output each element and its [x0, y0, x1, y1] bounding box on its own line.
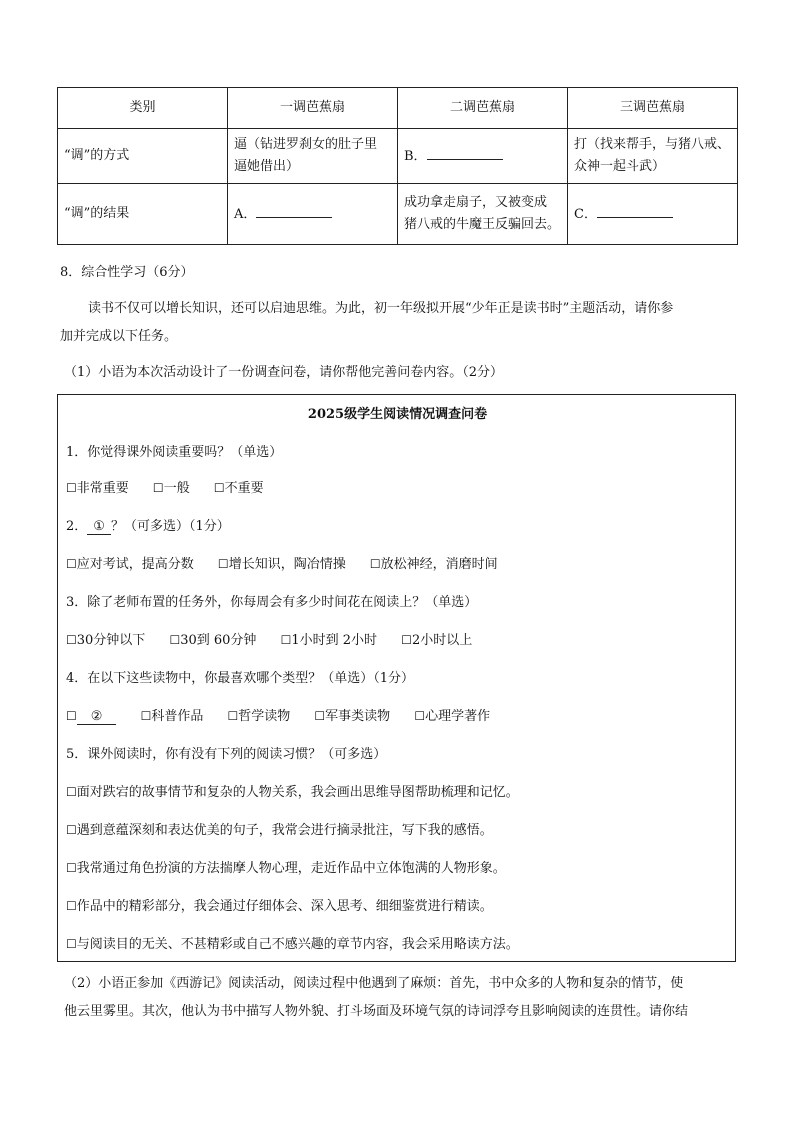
question-4-options	[66, 705, 510, 725]
option-item[interactable]: ☐30到 60分钟	[169, 633, 257, 648]
cell-text-line: 猪八戒的牛魔王反骗回去。	[404, 217, 561, 232]
checkbox-icon[interactable]: ☐	[217, 557, 229, 571]
table-row	[58, 184, 738, 245]
checkbox-icon[interactable]: ☐	[227, 709, 239, 723]
question-3: 3．除了老师布置的任务外，你每周会有多少时间花在阅读上？（单选）	[66, 595, 478, 610]
option-item[interactable]: ☐非常重要	[66, 481, 129, 496]
answer-blank-b[interactable]	[427, 145, 503, 160]
table-cell	[228, 129, 398, 184]
answer-label-a: A．	[234, 206, 257, 222]
cell-text-line: 众神一起斗武）	[574, 159, 666, 174]
answer-label-b: B．	[404, 148, 427, 164]
answer-blank-a[interactable]	[256, 203, 332, 218]
option-item[interactable]: ☐1小时到 2小时	[280, 633, 378, 648]
option-item[interactable]: ☐哲学读物	[227, 709, 291, 724]
table-row	[58, 129, 738, 184]
checkbox-icon[interactable]: ☐	[213, 481, 225, 495]
table-header-cell: 三调芭蕉扇	[568, 88, 738, 129]
table-cell	[398, 129, 568, 184]
checkbox-icon[interactable]: ☐	[401, 633, 412, 647]
option-item[interactable]: ☐应对考试，提高分数	[66, 557, 194, 572]
checkbox-icon[interactable]: ☐	[66, 861, 77, 875]
checkbox-icon[interactable]: ☐	[369, 557, 381, 571]
row-label-method: “调”的方式	[58, 129, 228, 184]
questionnaire-title: 2025级学生阅读情况调查问卷	[307, 407, 488, 422]
intro-paragraph-line: 读书不仅可以增长知识，还可以启迪思维。为此，初一年级拟开展“少年正是读书时”主题活动，请你参	[88, 301, 674, 316]
option-item[interactable]: ☐一般	[152, 481, 190, 496]
checkbox-icon[interactable]: ☐	[66, 481, 77, 495]
checkbox-icon[interactable]: ☐	[66, 937, 77, 951]
cell-text-line: 打（找来帮手，与猪八戒、	[574, 137, 731, 152]
task-1-prompt: （1）小语为本次活动设计了一份调查问卷，请你帮他完善问卷内容。（2分）	[64, 365, 504, 380]
questionnaire-box	[57, 394, 736, 962]
option-item[interactable]: ☐作品中的精彩部分，我会通过仔细体会、深入思考、细细鉴赏进行精读。	[66, 899, 493, 914]
checkbox-icon[interactable]: ☐	[414, 709, 426, 723]
checkbox-icon[interactable]: ☐	[66, 785, 77, 799]
option-item[interactable]: ☐增长知识，陶冶情操	[217, 557, 346, 572]
checkbox-icon[interactable]: ☐	[66, 899, 77, 913]
task-2-paragraph-line: 他云里雾里。其次，他认为书中描写人物外貌、打斗场面及环境气氛的诗词浮夸且影响阅读的连贯性。请你结	[64, 1004, 689, 1019]
option-item[interactable]: ☐放松神经，消磨时间	[369, 557, 498, 572]
task-2-paragraph-line: （2）小语正参加《西游记》阅读活动，阅读过程中他遇到了麻烦：首先，书中众多的人物和复杂的情节，使	[64, 976, 684, 991]
cell-text-line: 成功拿走扇子，又被变成	[404, 195, 548, 210]
checkbox-icon[interactable]: ☐	[66, 709, 77, 723]
question-4: 4．在以下这些读物中，你最喜欢哪个类型？（单选）（1分）	[66, 671, 415, 686]
row-label-result: “调”的结果	[58, 184, 228, 245]
answer-label-c: C．	[574, 206, 597, 222]
option-item[interactable]: ☐心理学著作	[414, 709, 491, 724]
table-cell	[228, 184, 398, 245]
cell-text-line: 逼她借出）	[234, 159, 300, 174]
table-cell	[398, 184, 568, 245]
option-item[interactable]: ☐面对跌宕的故事情节和复杂的人物关系，我会画出思维导图帮助梳理和记忆。	[66, 785, 519, 800]
question-2: 2． ① ？（可多选）（1分）	[66, 519, 230, 534]
answer-blank-c[interactable]	[597, 203, 673, 218]
checkbox-icon[interactable]: ☐	[169, 633, 181, 647]
option-item[interactable]: ☐遇到意蕴深刻和表达优美的句子，我常会进行摘录批注，写下我的感悟。	[66, 823, 493, 838]
fan-comparison-table	[57, 87, 738, 245]
table-cell	[568, 184, 738, 245]
checkbox-icon[interactable]: ☐	[314, 709, 326, 723]
table-cell	[568, 129, 738, 184]
option-item[interactable]: ☐军事类读物	[314, 709, 391, 724]
option-item[interactable]: ☐我常通过角色扮演的方法揣摩人物心理，走近作品中立体饱满的人物形象。	[66, 861, 506, 876]
question-1-options	[66, 477, 284, 496]
section-heading: 8．综合性学习（6分）	[60, 265, 194, 280]
table-header-row	[58, 88, 738, 129]
intro-paragraph-line: 加并完成以下任务。	[60, 329, 178, 344]
answer-blank-2[interactable]: ②	[77, 710, 117, 725]
question-5: 5．课外阅读时，你有没有下列的阅读习惯？（可多选）	[66, 747, 387, 762]
table-header-cell: 二调芭蕉扇	[398, 88, 568, 129]
checkbox-icon[interactable]: ☐	[140, 709, 152, 723]
option-item[interactable]: ☐不重要	[213, 481, 264, 496]
option-item[interactable]: ☐科普作品	[140, 709, 204, 724]
table-header-cell: 类别	[58, 88, 228, 129]
question-3-options	[66, 629, 492, 648]
question-2-options	[66, 553, 518, 572]
question-1: 1．你觉得课外阅读重要吗？（单选）	[66, 445, 283, 460]
checkbox-icon[interactable]: ☐	[66, 633, 77, 647]
checkbox-icon[interactable]: ☐	[280, 633, 292, 647]
checkbox-icon[interactable]: ☐	[66, 557, 77, 571]
cell-text-line: 逼（钻进罗刹女的肚子里	[234, 137, 378, 152]
checkbox-icon[interactable]: ☐	[152, 481, 164, 495]
option-item[interactable]: ☐30分钟以下	[66, 633, 146, 648]
option-item[interactable]	[66, 709, 116, 724]
table-header-cell: 一调芭蕉扇	[228, 88, 398, 129]
answer-blank-1[interactable]: ①	[87, 520, 111, 535]
option-item[interactable]: ☐与阅读目的无关、不甚精彩或自己不感兴趣的章节内容，我会采用略读方法。	[66, 937, 519, 952]
option-item[interactable]: ☐2小时以上	[401, 633, 473, 648]
checkbox-icon[interactable]: ☐	[66, 823, 77, 837]
